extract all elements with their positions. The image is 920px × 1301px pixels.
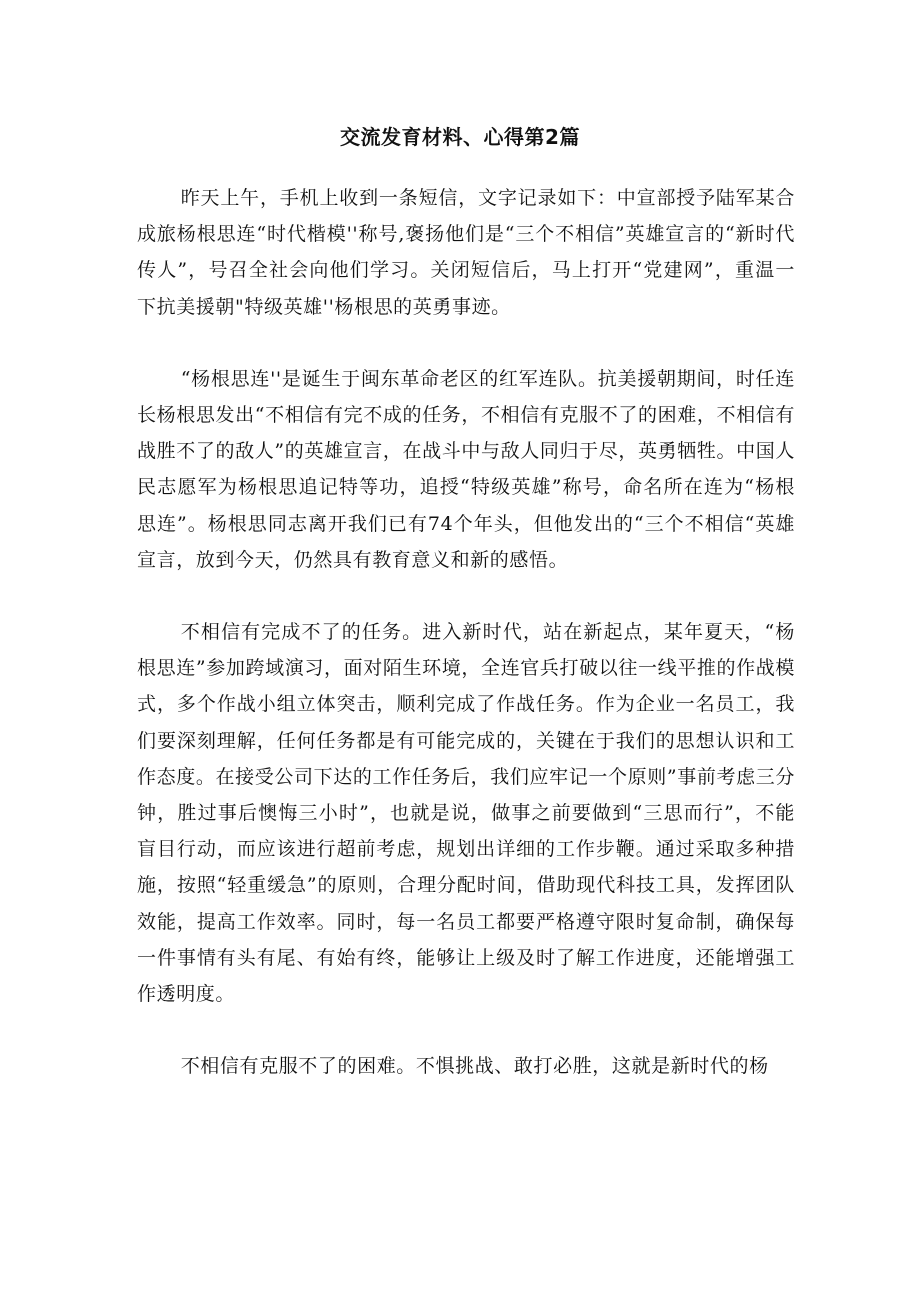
paragraph-2: “杨根思连''是诞生于闽东革命老区的红军连队。抗美援朝期间，时任连长杨根思发出“不相信有完不成的任务，不相信有克服不了的困难，不相信有战胜不了的敌人”的英雄宣言，在战斗中与敌人同归于尽，英勇牺牲。中国人民志愿军为杨根思追记特等功，追授“特级英雄”称号，命名所在连为“杨根思连”。杨根思同志离开我们已有74个年头，但他发出的“三个不相信“英雄宣言，放到今天，仍然具有教育意义和新的感悟。 [137,367,795,571]
paragraph-spacer [137,1012,795,1048]
paragraph-spacer [137,578,795,614]
paragraph-spacer [137,325,795,361]
paragraph-4: 不相信有克服不了的困难。不惧挑战、敢打必胜，这就是新时代的杨 [180,1055,769,1078]
paragraph-3: 不相信有完成不了的任务。进入新时代，站在新起点，某年夏天，“杨根思连”参加跨域演习，面对陌生环境，全连官兵打破以往一线平推的作战模式，多个作战小组立体突击，顺利完成了作战任务。作为企业一名员工，我们要深刻理解，任何任务都是有可能完成的，关键在于我们的思想认识和工作态度。在接受公司下达的工作任务后，我们应牢记一个原则”事前考虑三分钟，胜过事后懊悔三小时”，也就是说，做事之前要做到“三思而行”，不能盲目行动，而应该进行超前考虑，规划出详细的工作步鞭。通过采取多种措施，按照“轻重缓急”的原则，合理分配时间，借助现代科技工具，发挥团队效能，提高工作效率。同时，每一名员工都要严格遵守限时复命制，确保每一件事情有头有尾、有始有终，能够让上级及时了解工作进度，还能增强工作透明度。 [137,621,795,1006]
paragraph-1: 昨天上午，手机上收到一条短信，文字记录如下：中宣部授予陆军某合成旅杨根思连“时代楷模''称号,褒扬他们是“三个不相信”英雄宣言的“新时代传人”，号召全社会向他们学习。关闭短信后，马上打开“党建网”，重温一下抗美援朝"特级英雄''杨根思的英勇事迹。 [137,187,795,318]
document-title: 交流发育材料、心得第2篇 [340,125,580,149]
document-body [137,180,795,1084]
